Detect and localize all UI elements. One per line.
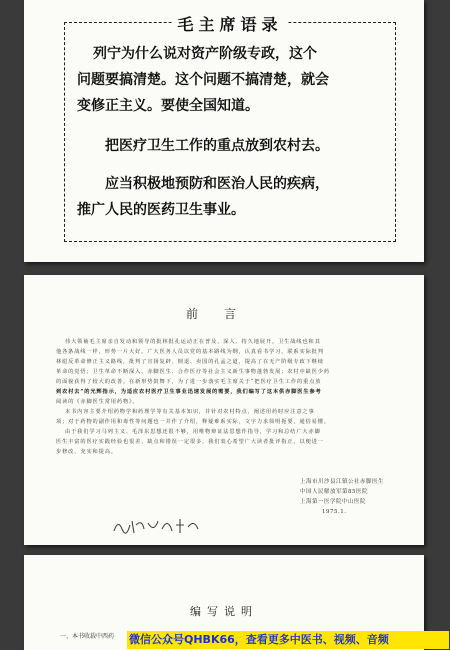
quote-line: 应当积极地预防和医治人民的疾病，	[105, 176, 329, 192]
preface-line: 项；对于药物的副作用和毒性等问题也一并作了介绍，释疑难系实际，文字力求简明扼要，通俗易懂。	[56, 419, 330, 425]
quotation-page	[24, 0, 424, 262]
quote-line: 推广人民的医药卫生事业。	[77, 202, 245, 218]
explanation-title: 编写说明	[190, 605, 258, 618]
signature-line: 上海第一医学院中山医院	[299, 499, 366, 505]
preface-line: 由于我们学习马列主义、毛泽东思想还很不够，用唯物辩证法思想作指导，学习和总结广大赤脚	[65, 429, 321, 435]
quotation-frame	[64, 15, 396, 242]
quote-line: 变修正主义。要使全国知道。	[77, 98, 259, 114]
preface-body	[56, 337, 396, 457]
quote-line: 问题要搞清楚。这个问题不搞清楚，就会	[77, 72, 329, 88]
preface-line: 到农村去”的光辉指示，为适应农村医疗卫生事业迅速发展的需要，我们编写了这本供赤脚医生参考	[56, 389, 322, 395]
handwritten-annotation	[112, 515, 202, 537]
preface-line: 本书内容主要介绍药物学和药理学等有关基本知识，并针对农村特点，阐述用药时应注意之事	[65, 409, 315, 415]
quote-line: 列宁为什么说对资产阶级专政，这个	[93, 46, 317, 62]
quotation-title: 毛主席语录	[171, 12, 288, 35]
preface-line: 的面貌获得了较大的改善。在新形势鼓舞下，为了进一步落实毛主席关于“把医疗卫生工作的重点放	[56, 379, 322, 385]
preface-line: 林彪反革命修正主义路线，批判了宣扬复辟、倒退、卖国的孔孟之道，提高了在无产阶级专政下继续	[56, 359, 324, 365]
preface-line: 医生丰富的医疗实践经验也很差，缺点和错误一定很多，我们衷心希望广大读者批评指正，以便进一	[56, 439, 324, 445]
preface-page	[24, 275, 424, 545]
preface-line: 革命的觉悟；卫生革命不断深入，赤脚医生、合作医疗等社会主义新生事物蓬勃发展；农村中缺医少药	[56, 369, 330, 375]
preface-line: 他各条战线一样，形势一片大好。广大医务人员以党的基本路线为纲，认真看书学习，联系实际批判	[56, 349, 324, 355]
signature-line: 1975.1.	[321, 509, 347, 515]
watermark-banner: 微信公众号QHBK66，查看更多中医书、视频、音频	[127, 631, 449, 649]
preface-line: 步修改、充实和提高。	[56, 449, 117, 455]
signature-line: 中国人民解放军第85医院	[299, 489, 368, 495]
signature-line: 上海市川沙县江镇公社赤脚医生	[299, 479, 384, 485]
preface-line: 伟大领袖毛主席亲自发动和领导的批林批孔运动正在普及、深入、持久地展开。卫生战线也和其	[65, 339, 321, 345]
preface-title: 前言	[185, 307, 262, 321]
preface-line: 阅读的《赤脚医生常用药物》。	[56, 399, 139, 405]
preface-signature	[300, 477, 384, 517]
explanation-first-line: 一、本书收载中西药	[60, 633, 115, 640]
quote-line: 把医疗卫生工作的重点放到农村去。	[105, 138, 329, 154]
